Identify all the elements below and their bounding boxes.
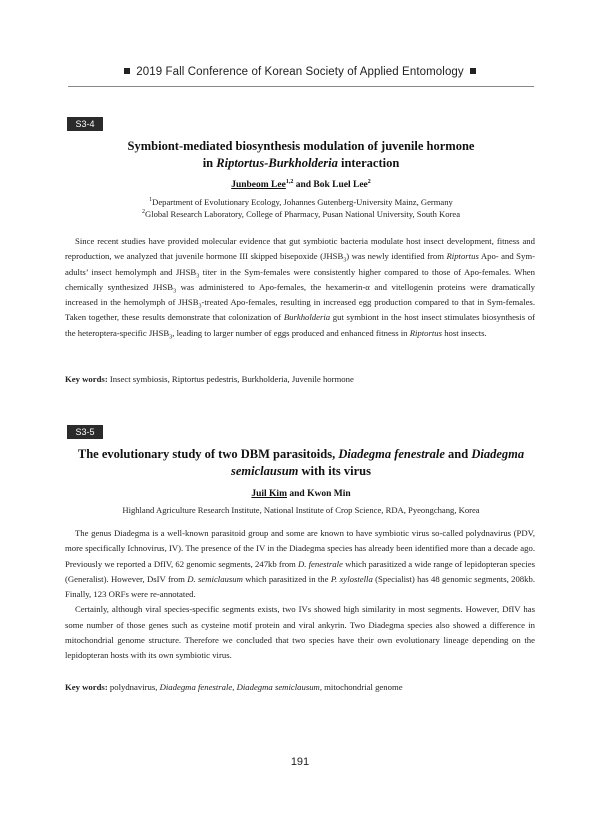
section-tag: S3-4: [67, 117, 103, 131]
keywords: Key words: polydnavirus, Diadegma fenestrale, Diadegma semiclausum, mitochondrial genome: [65, 682, 403, 692]
presenting-author: Juil Kim: [251, 489, 287, 499]
header-title: 2019 Fall Conference of Korean Society of Applied Entomology: [136, 66, 464, 78]
affiliation: $^1$Department of Evolutionary Ecology, Johannes Gutenberg-University Mainz, Germany: [149, 197, 453, 207]
keywords-label: Key words:: [65, 374, 108, 384]
presenting-author: Junbeom Lee: [231, 180, 286, 190]
abstract-paragraph: The genus Diadegma is a well-known parasitoid group and some are known to have symbiotic virus so-called polydnavirus (PDV, more specifically Ichnovirus, IV). The presence of the IV in the Diadegma species has already been identified more than a decade ago. Previously we reported a DfIV, 62 genomic segments, 247kb from D. fenestrale which parasitized a wide range of lepidopteran species (Generalist). However, DsIV from D. semiclausum which parasitized in the P. xylostella (Specialist) has 48 genomic segments, 208kb. Finally, 123 ORFs were re-annotated.: [65, 528, 535, 600]
keywords-text: Insect symbiosis, Riptortus pedestris, Burkholderia, Juvenile hormone: [107, 374, 354, 384]
square-bullet-icon: [470, 68, 476, 74]
keywords-label: Key words:: [65, 682, 108, 692]
affiliation: $^2$Global Research Laboratory, College of Pharmacy, Pusan National University, South Korea: [141, 209, 461, 219]
title-line: The evolutionary study of two DBM parasitoids, Diadegma fenestrale and Diadegma: [77, 447, 525, 461]
abstract-paragraph: Since recent studies have provided molecular evidence that gut symbiotic bacteria modulate host insect development, fitness and reproduction, we analyzed that juvenile hormone III skipped bisepoxide $(JHSB_3)$ was newly identified from Riptortus Apo- and Sym-adults’ insect hemolymph and $JHSB_3$ titer in the Sym-females were consistently higher compared to those of Apo-females. When chemically synthesized $JHSB_3$ was administered to Apo-females, the hexamerin-α and vitellogenin proteins were dramatically increased in the hemolymph of $JHSB_3$-treated Apo-females, resulting in increased egg production compared to that in Sym-females. Taken together, these results demonstrate that colonization of Burkholderia gut symbiont in the host insect stimulates biosynthesis of the heteroptera-specific $JHSB_3$, leading to larger number of eggs produced and enhanced fitness in Riptortus host insects.: [65, 236, 536, 341]
affiliations: [68, 196, 534, 220]
author-line: Junbeom Lee$^{1,2}$ and Bok Luel Lee$^2$: [231, 178, 371, 190]
abstract-paragraph: Certainly, although viral species-specific segments exists, two IVs showed high similarity in most segments. However, DfIV has some number of those genes such as cysteine motif protein and viral ankyrin. Two Diadegma species also showed a difference in mitochondrial genome structure. Therefore we concluded that two species have their own evolutionary lineage depending on the lepidopteran hosts with its own symbiotic virus.: [65, 604, 535, 661]
title-line: in Riptortus-Burkholderia interaction: [202, 156, 400, 170]
co-author: Kwon Min: [307, 489, 351, 499]
abstract-title: [68, 138, 534, 172]
running-header: [0, 66, 600, 78]
abstract-body: [65, 526, 535, 664]
square-bullet-icon: [124, 68, 130, 74]
abstract-body: [65, 234, 535, 341]
title-italic: Riptortus-Burkholderia: [216, 156, 338, 170]
header-divider: [68, 86, 534, 87]
keywords: [65, 374, 535, 384]
co-author: Bok Luel Lee: [313, 180, 368, 190]
abstract-title: [68, 446, 534, 480]
page-number: 191: [290, 756, 310, 768]
author-line: Juil Kim and Kwon Min: [251, 489, 351, 499]
title-line: semiclausum with its virus: [231, 464, 371, 478]
affiliation: Highland Agriculture Research Institute, National Institute of Crop Science, RDA, Pyeongchang, Korea: [122, 505, 480, 515]
title-line: Symbiont-mediated biosynthesis modulation of juvenile hormone: [127, 139, 475, 153]
section-tag: S3-5: [67, 425, 103, 439]
